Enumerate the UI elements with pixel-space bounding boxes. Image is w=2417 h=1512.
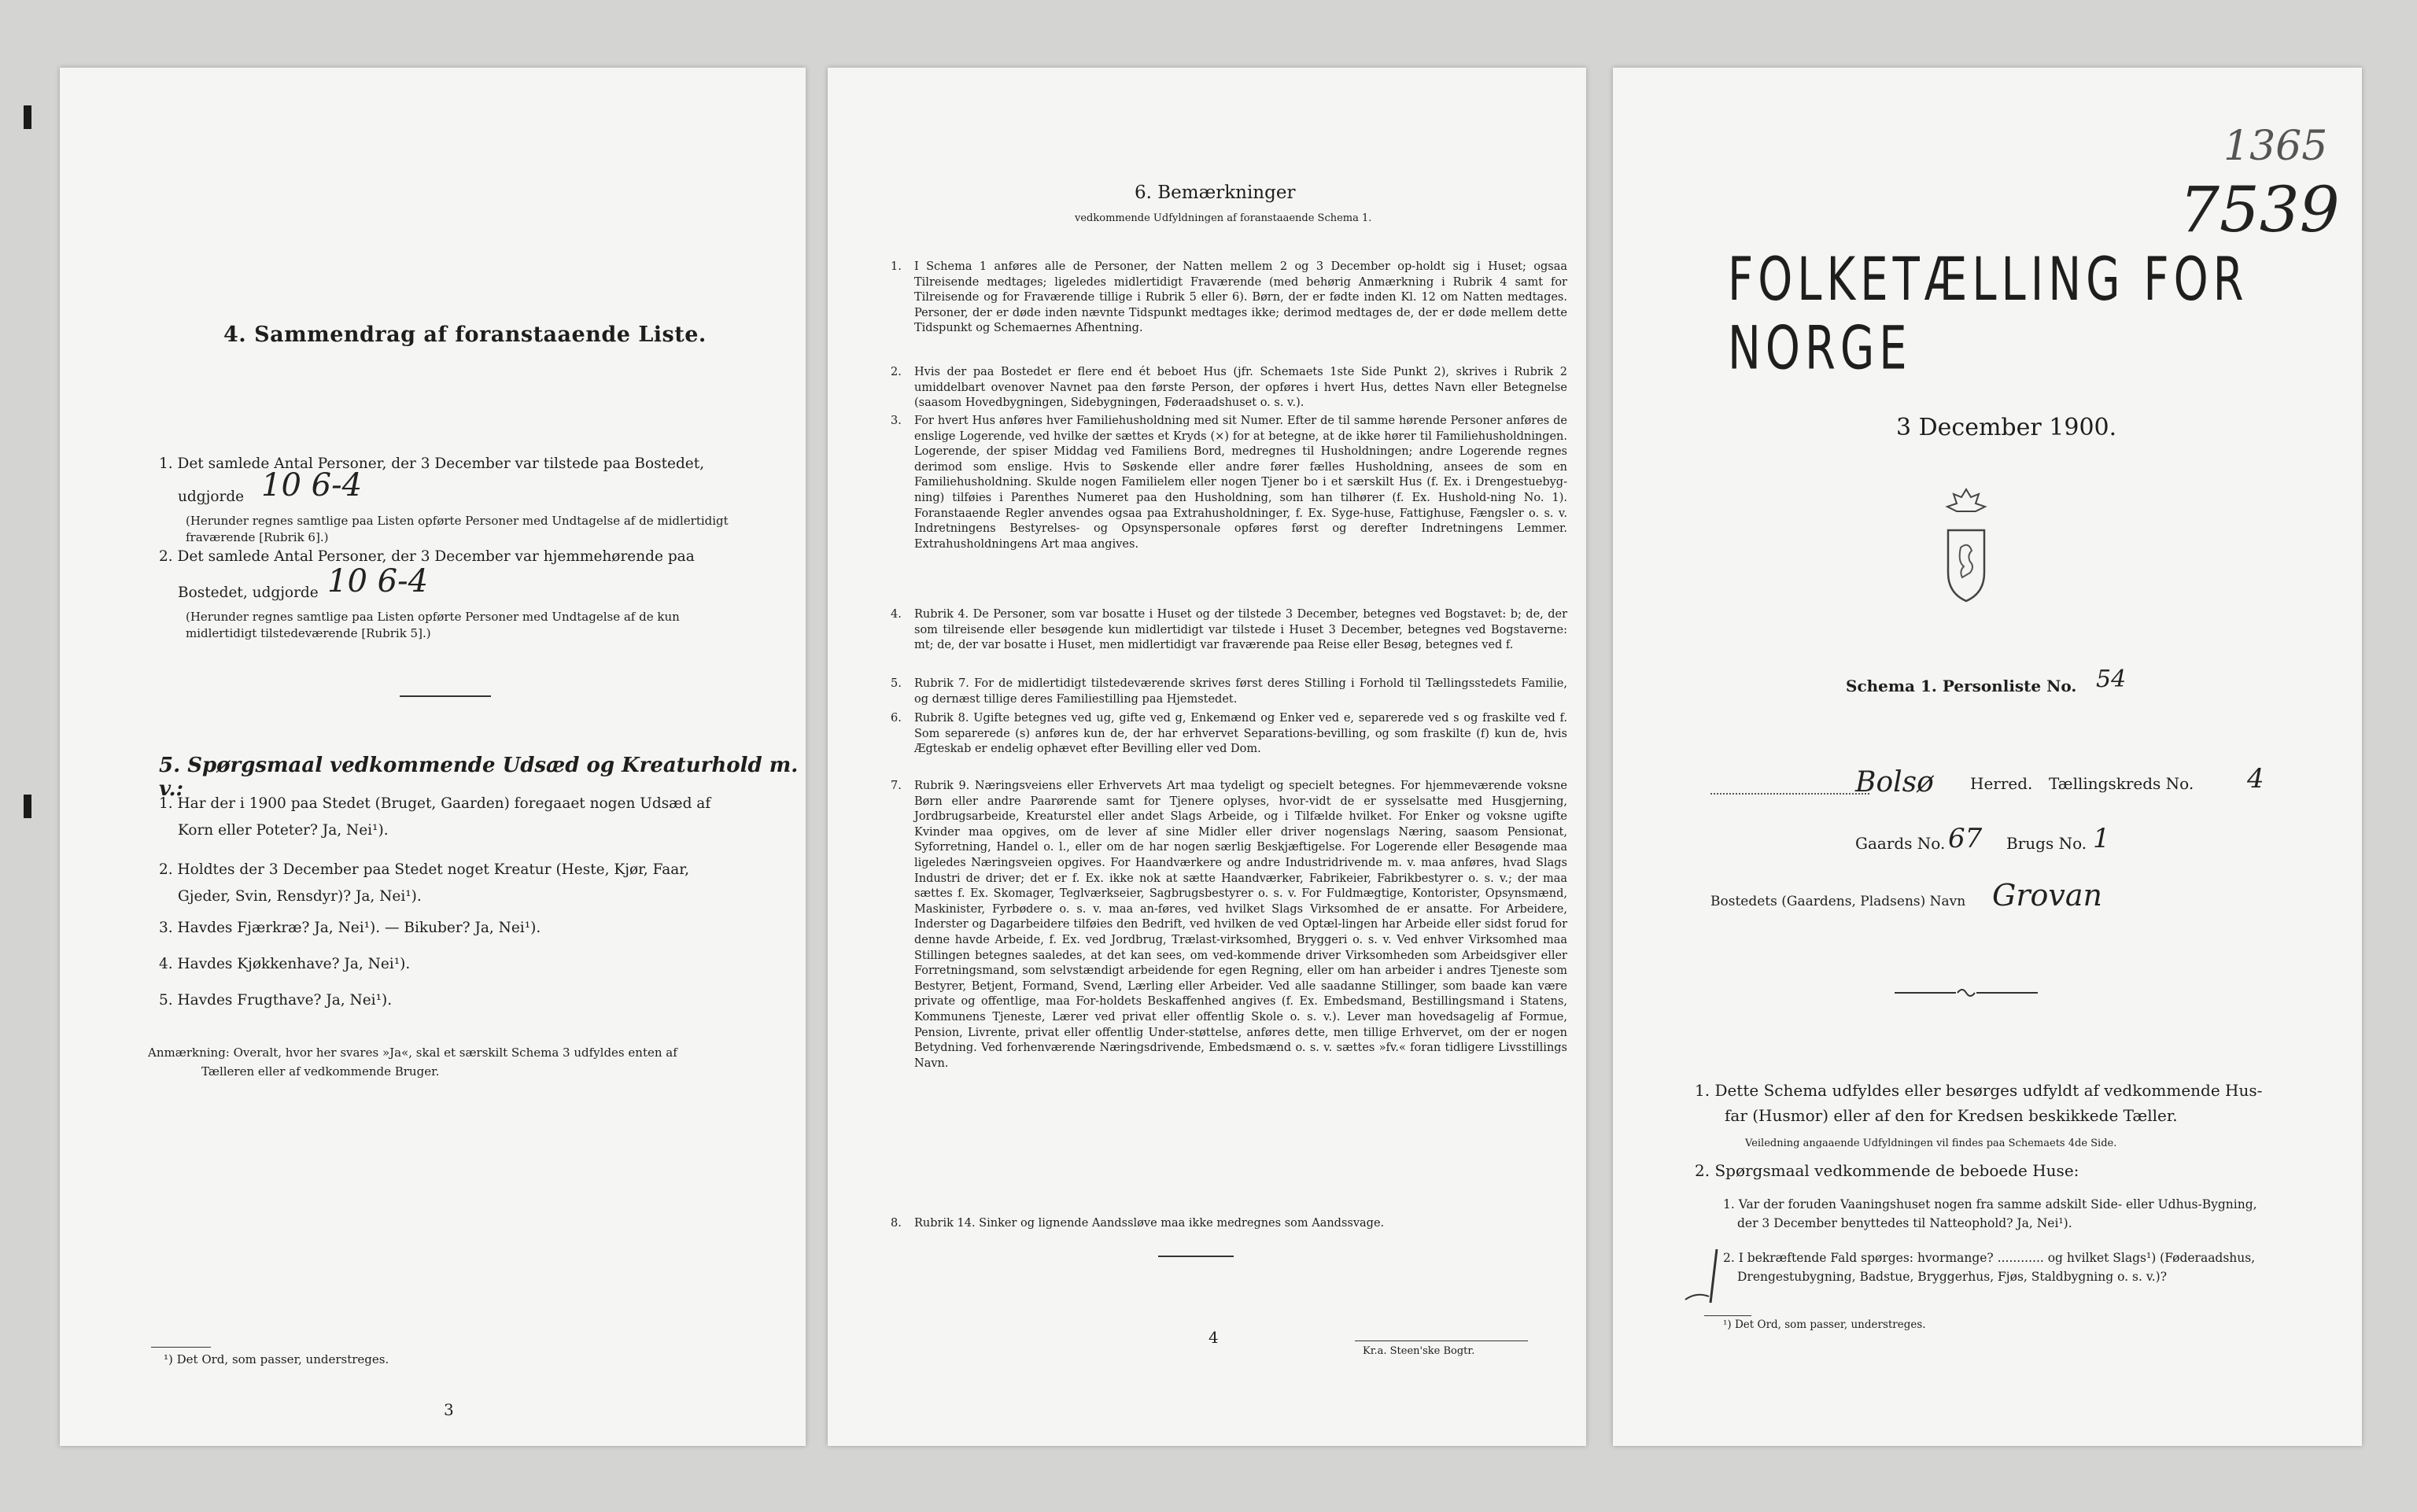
house-question-2-line-2: Drengestubygning, Badstue, Bryggerhus, Fjøs, Staldbygning o. s. v.)? (1737, 1270, 2168, 1284)
remark-item-number: 8. (891, 1217, 902, 1230)
remark: Anmærkning: Overalt, hvor her svares »Ja«, skal et særskilt Schema 3 udfyldes enten af (148, 1045, 677, 1060)
bosted-label: Bostedets (Gaardens, Pladsens) Navn (1710, 894, 1966, 909)
remark-2: Tælleren eller af vedkommende Bruger. (201, 1064, 440, 1079)
census-date: 3 December 1900. (1896, 414, 2117, 441)
divider (400, 695, 491, 697)
brugs-value: 1 (2093, 823, 2110, 854)
remark-item-number: 6. (891, 712, 902, 725)
remark-item-number: 2. (891, 366, 902, 378)
bosted-value: Grovan (1992, 878, 2102, 913)
question-1-answer: Korn eller Poteter? Ja, Nei¹). (178, 822, 389, 839)
remarks-title: 6. Bemærkninger (1135, 183, 1296, 203)
remark-item (891, 677, 1567, 707)
remark-item-number: 4. (891, 608, 902, 621)
divider (1158, 1256, 1234, 1257)
page-1-title (1613, 68, 2362, 1446)
printer-name: Kr.a. Steen'ske Bogtr. (1363, 1345, 1475, 1357)
summary-item-1-prefix: udgjorde (178, 489, 245, 505)
summary-item-2-note: (Herunder regnes samtlige paa Listen opførte Personer med Undtagelse af de kun (186, 610, 680, 624)
summary-item-1-note-2: fraværende [Rubrik 6].) (186, 530, 329, 544)
archive-number: 7539 (2179, 173, 2340, 246)
summary-item-2-prefix: Bostedet, udgjorde (178, 585, 319, 601)
instruction-1-line-2: far (Husmor) eller af den for Kredsen beskikkede Tæller. (1725, 1106, 2178, 1125)
gaards-value: 67 (1948, 823, 1983, 854)
summary-item-2: 2. Det samlede Antal Personer, der 3 December var hjemmehørende paa (159, 548, 695, 565)
footnote: ¹) Det Ord, som passer, understreges. (1723, 1318, 1926, 1331)
brugs-label: Brugs No. (2006, 834, 2087, 853)
binding-mark (24, 795, 31, 818)
remark-item (891, 414, 1567, 552)
page-number: 3 (444, 1400, 454, 1419)
question-4: 4. Havdes Kjøkkenhave? Ja, Nei¹). (159, 956, 411, 972)
footnote-rule (151, 1347, 211, 1348)
remark-item-number: 7. (891, 780, 902, 792)
remark-item-number: 1. (891, 260, 902, 273)
page-3 (60, 68, 806, 1446)
remark-item (891, 711, 1567, 758)
remark-item (891, 607, 1567, 654)
instruction-1: 1. Dette Schema udfyldes eller besørges udfyldt af vedkommende Hus- (1695, 1081, 2263, 1100)
house-question-1: 1. Var der foruden Vaaningshuset nogen fra samme adskilt Side- eller Udhus-Bygning, (1723, 1197, 2257, 1211)
remarks-subtitle: vedkommende Udfyldningen af foranstaaende Schema 1. (1075, 212, 1372, 224)
house-question-2: 2. I bekræftende Fald spørges: hvormange? ............ og hvilket Slags¹) (Føderaadshus, (1723, 1251, 2256, 1265)
instruction-1-note: Veiledning angaaende Udfyldningen vil findes paa Schemaets 4de Side. (1745, 1138, 2117, 1149)
kreds-value: 4 (2247, 763, 2264, 795)
remark-item-text: Rubrik 9. Næringsveiens eller Erhvervets Art maa tydeligt og specielt betegnes. For hjemmeværende voksne Børn eller andre Paarørende samt for Tjenere oplyses, hvor-vidt de er sysselsatte med Husgjerning, Jordbrugsarbeide, Kreaturstel eller andet Slags Arbeide, og i Tilfælde hvilket. For Enker og voksne ugifte Kvinder maa opgives, om de lever af sine Midler eller driver nogenslags Næring, saasom Pensionat, Syforretning, Handel o. l., eller om de har nogen særlig Beskjæftigelse. For Logerende eller Besøgende maa ligeledes Næringsveien opgives. For Haandværkere og andre Industridrivende m. v. maa anføres, hvad Slags Industri de driver; det er f. Ex. ikke nok at sætte Haandværker, Fabrikeier, Fabrikbestyrer o. s. v.; der maa sættes f. Ex. Skomager, Teglværkseier, Sagbrugsbestyrer o. s. v. For Fuldmægtige, Kontorister, Opsynsmænd, Maskinister, Fyrbødere o. s. v. maa an-føres, ved hvilket Slags Virksomhed de er ansatte. For Arbeidere, Inderster og Dagarbeidere tilføies den Bedrift, ved hvilken de ved Optæl-lingen har Arbeide eller sidst forud for denne havde Arbeide, f. Ex. ved Jordbrug, Trælast-virksomhed, Bryggeri o. s. v. Ved enhver Virksomhed maa Stillingen betegnes saaledes, at det kan sees, om ved-kommende driver Virksomheden som Arbeidsgiver eller Forretningsmand, som selvstændigt arbeidende for egen Regning, eller om han arbeider i andres Tjeneste som Bestyrer, Betjent, Formand, Svend, Lærling eller Arbeider. Ved alle saadanne Stillinger, som baade kan være private og offentlige, maa For-holdets Beskaffenhed angives (f. Ex. Embedsmand, Bestillingsmand i Statens, Kommunens Tjeneste, Lærer ved privat eller offentlig Skole o. s. v.). Lever man hovedsagelig af Formue, Pension, Livrente, privat eller offentlig Under-støttelse, anføres dette, men tillige Erhvervet, om der er nogen Betydning. Ved forhenværende Næringsdrivende, Embedsmænd o. s. v. sættes »fv.« foran tidligere Livsstillings Navn. (914, 780, 1567, 1070)
remark-item-text: Rubrik 4. De Personer, som var bosatte i Huset og der tilstede 3 December, betegnes ved Bogstavet: b; de, der som tilreisende eller besøgende kun midlertidigt var tilstede i Huset 3 December, betegnes ved Bogstaverne: mt; de, der var bosatte i Huset, men midlertidigt var fraværende paa Reise eller Besøg, betegnes ved f. (914, 608, 1567, 652)
summary-item-2-handwritten: 10 6-4 (327, 563, 429, 599)
summary-item-1-handwritten: 10 6-4 (261, 467, 363, 503)
remark-item-number: 3. (891, 415, 902, 427)
remark-item (891, 1216, 1567, 1232)
census-title: FOLKETÆLLING FOR NORGE (1728, 245, 2249, 384)
fill-line (1710, 793, 1869, 795)
remark-item (891, 365, 1567, 411)
instruction-2: 2. Spørgsmaal vedkommende de beboede Huse: (1695, 1161, 2079, 1180)
remark-item-text: I Schema 1 anføres alle de Personer, der Natten mellem 2 og 3 December op-holdt sig i Huset; ogsaa Tilreisende medtages; ligeledes midlertidigt Fraværende (med behørig Anmærkning i Rubrik 4 samt for Tilreisende og for Fraværende tillige i Rubrik 5 eller 6). Børn, der er fødte inden Kl. 12 om Natten medtages. Personer, der er døde inden nævnte Tidspunkt medtages ikke; derimod medtages de, der er døde mellem dette Tidspunkt og Schemaernes Afhentning. (914, 260, 1567, 335)
summary-item-1: 1. Det samlede Antal Personer, der 3 December var tilstede paa Bostedet, (159, 455, 705, 472)
section-5-title: 5. Spørgsmaal vedkommende Udsæd og Kreaturhold m. v.: (159, 754, 799, 801)
remark-item-text: Hvis der paa Bostedet er flere end ét beboet Hus (jfr. Schemaets 1ste Side Punkt 2), skrives i Rubrik 2 umiddelbart ovenover Navnet paa den første Person, der opføres i hvert Hus, dettes Navn eller Betegnelse (saasom Hovedbygningen, Sidebygningen, Føderaadshuset o. s. v.). (914, 366, 1567, 410)
coat-of-arms-icon (1939, 485, 1994, 634)
question-5: 5. Havdes Frugthave? Ja, Nei¹). (159, 992, 393, 1009)
footnote-rule (1704, 1315, 1751, 1316)
remark-item-number: 5. (891, 677, 902, 690)
personliste-number: 54 (2096, 666, 2127, 693)
page-number: 4 (1208, 1328, 1219, 1347)
question-2: 2. Holdtes der 3 December paa Stedet noget Kreatur (Heste, Kjør, Faar, (159, 861, 689, 878)
schema-label: Schema 1. Personliste No. (1846, 677, 2077, 695)
pencil-mark-icon (1679, 1245, 1726, 1307)
question-3: 3. Havdes Fjærkræ? Ja, Nei¹). — Bikuber? Ja, Nei¹). (159, 920, 541, 936)
gaards-label: Gaards No. (1855, 834, 1946, 853)
ornament-divider-icon (1895, 985, 2038, 1001)
herred-label: Herred. (1970, 774, 2033, 793)
section-4-title: 4. Sammendrag af foranstaaende Liste. (223, 323, 707, 347)
summary-item-1-note: (Herunder regnes samtlige paa Listen opførte Personer med Undtagelse af de midlertidigt (186, 514, 729, 528)
herred-value: Bolsø (1855, 766, 1934, 798)
remark-item (891, 260, 1567, 337)
summary-item-2-note-2: midlertidigt tilstedeværende [Rubrik 5].) (186, 626, 431, 640)
remark-item-text: Rubrik 14. Sinker og lignende Aandssløve maa ikke medregnes som Aandssvage. (914, 1217, 1385, 1230)
page-4 (828, 68, 1586, 1446)
kreds-label: Tællingskreds No. (2049, 774, 2194, 793)
question-2-answer: Gjeder, Svin, Rensdyr)? Ja, Nei¹). (178, 888, 422, 905)
footnote: ¹) Det Ord, som passer, understreges. (164, 1352, 389, 1366)
remark-item-text: Rubrik 8. Ugifte betegnes ved ug, gifte ved g, Enkemænd og Enker ved e, separerede ved s og fraskilte ved f. Som separerede (s) anføres kun de, der har erhvervet Separations-bevilling, og som fraskilte (f) kun de, hvis Ægteskab er endelig ophævet efter Bevilling eller ved Dom. (914, 712, 1567, 756)
house-question-1-answer: der 3 December benyttedes til Natteophold? Ja, Nei¹). (1737, 1216, 2072, 1230)
remark-item (891, 779, 1567, 1071)
binding-mark (24, 105, 31, 129)
archive-number: 1365 (2223, 123, 2328, 170)
remark-item-text: Rubrik 7. For de midlertidigt tilstedeværende skrives først deres Stilling i Forhold til Tællingsstedets Familie, og dernæst tillige deres Familiestilling paa Hjemstedet. (914, 677, 1567, 706)
question-1: 1. Har der i 1900 paa Stedet (Bruget, Gaarden) foregaaet nogen Udsæd af (159, 795, 711, 812)
remark-item-text: For hvert Hus anføres hver Familiehusholdning med sit Numer. Efter de til samme hørende Personer anføres de enslige Logerende, ved hvilke der sættes et Kryds (×) for at betegne, at de ikke hører til Familiehusholdningen. Logerende, der spiser Middag ved Familiens Bord, medregnes til Husholdningen; andre Logerende regnes derimod som enslige. Hvis to Søskende eller andre fører fælles Husholdning, ansees de som en Familiehusholdning. Skulde nogen Familielem eller nogen Tjener bo i et særskilt Hus (f. Ex. i Drengestuebyg-ning) tilføies i Parenthes Numeret paa den Husholdning, som han tilhører (f. Ex. Hushold-ning No. 1). Foranstaaende Regler anvendes ogsaa paa Extrahusholdninger, f. Ex. Syge-huse, Fattighuse, Fængsler o. s. v. Indretningens Bestyrelses- og Opsynspersonale opføres først og derefter Indretningens Lemmer. Extrahusholdningens Art maa angives. (914, 415, 1567, 551)
